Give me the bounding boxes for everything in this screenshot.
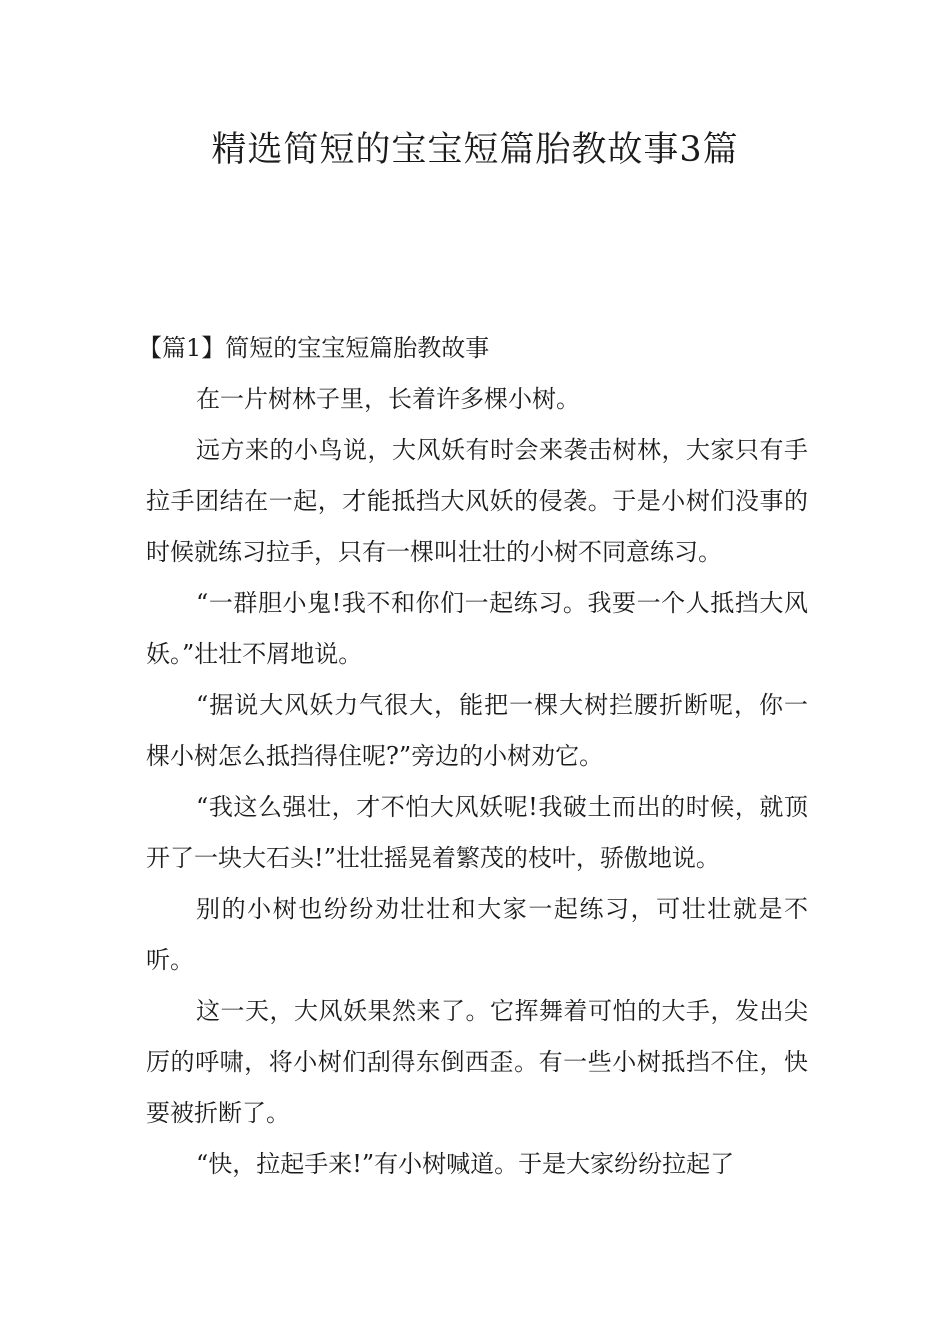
- paragraph: “快，拉起手来!”有小树喊道。于是大家纷纷拉起了: [196, 1150, 735, 1178]
- paragraph: “我这么强壮，才不怕大风妖呢!我破土而出的时候，就顶开了一块大石头!”壮壮摇晃着繁茂的枝叶，骄傲地说。: [146, 793, 808, 872]
- paragraph: 远方来的小鸟说，大风妖有时会来袭击树林，大家只有手拉手团结在一起，才能抵挡大风妖的侵袭。于是小树们没事的时候就练习拉手，只有一棵叫壮壮的小树不同意练习。: [146, 436, 808, 566]
- paragraph: “一群胆小鬼!我不和你们一起练习。我要一个人抵挡大风妖。”壮壮不屑地说。: [146, 589, 808, 668]
- paragraph: 在一片树林子里，长着许多棵小树。: [196, 385, 580, 413]
- section-heading: 【篇1】简短的宝宝短篇胎教故事: [138, 334, 490, 362]
- document-title: 精选简短的宝宝短篇胎教故事3篇: [211, 130, 739, 170]
- document-body: [138, 323, 808, 1190]
- paragraph: 别的小树也纷纷劝壮壮和大家一起练习，可壮壮就是不听。: [146, 895, 808, 974]
- paragraph: 这一天，大风妖果然来了。它挥舞着可怕的大手，发出尖厉的呼啸，将小树们刮得东倒西歪。有一些小树抵挡不住，快要被折断了。: [146, 997, 808, 1127]
- paragraph: “据说大风妖力气很大，能把一棵大树拦腰折断呢，你一棵小树怎么抵挡得住呢?”旁边的小树劝它。: [146, 691, 808, 770]
